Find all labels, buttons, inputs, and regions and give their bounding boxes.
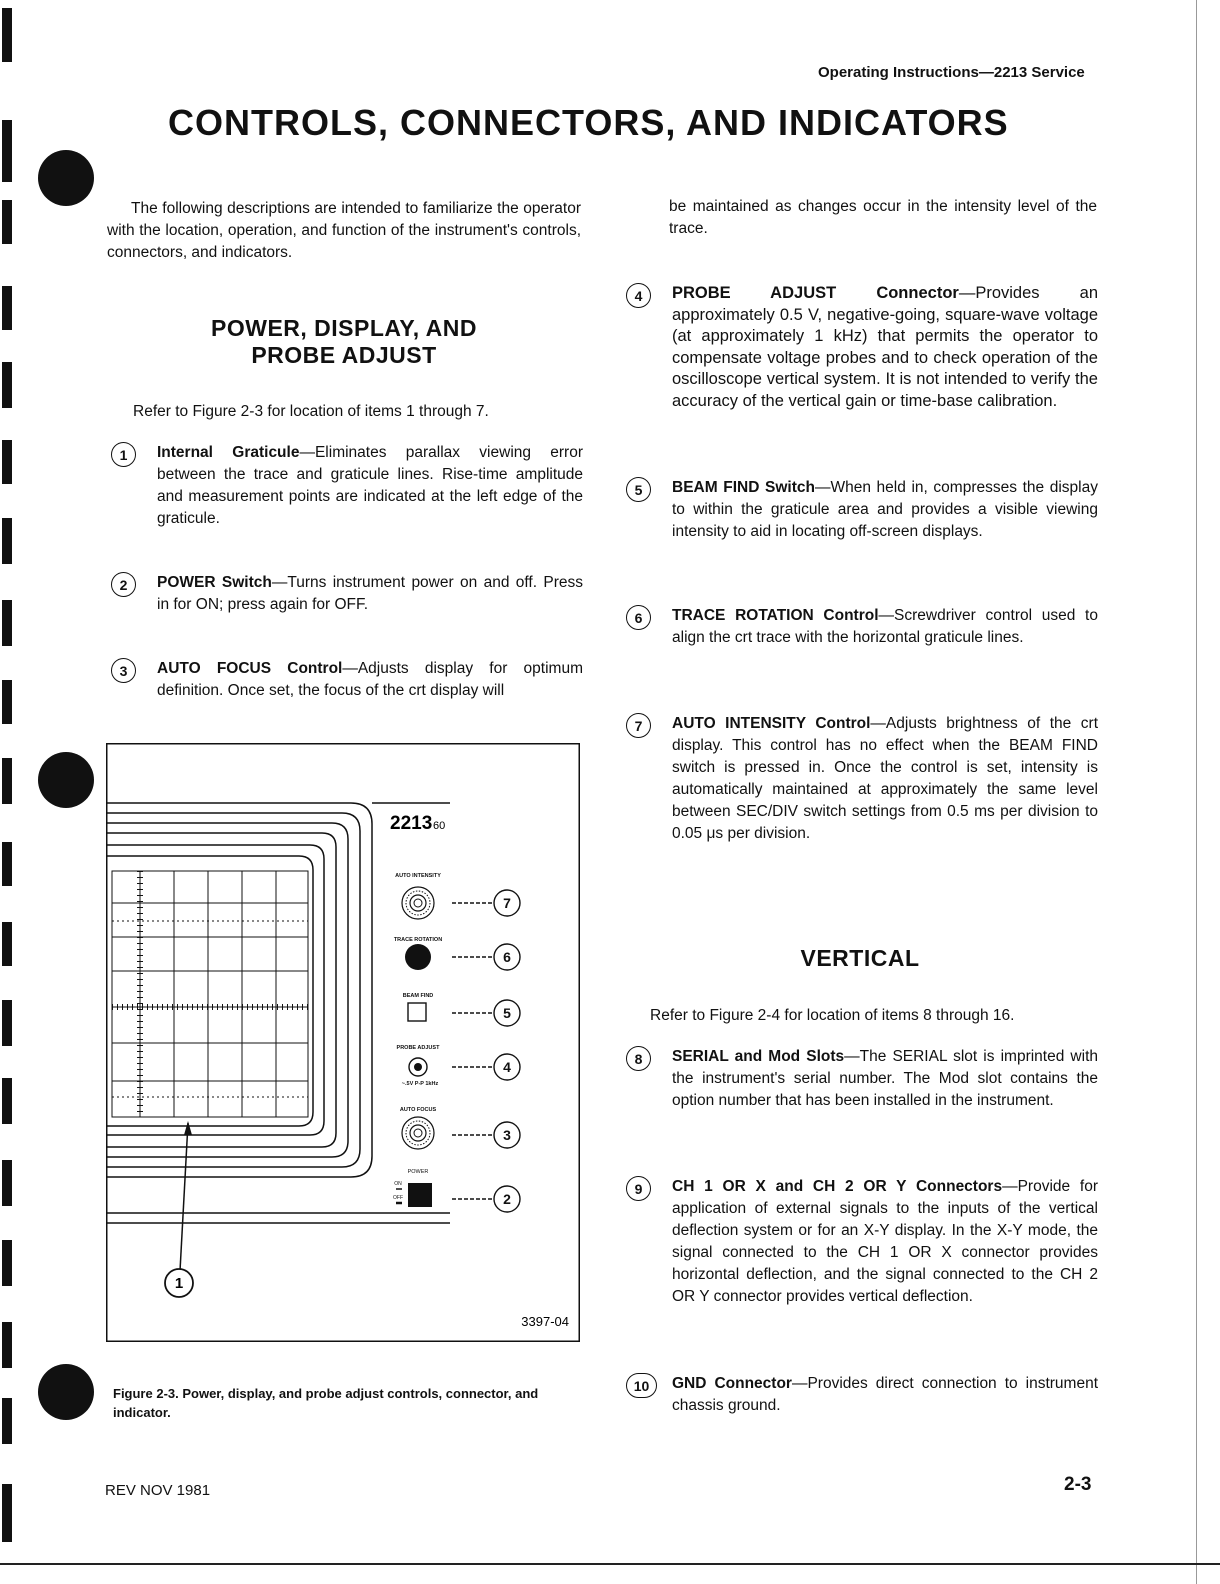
intro-continued: be maintained as changes occur in the intensity level of the trace.: [669, 198, 1097, 237]
figure-number: 3397-04: [521, 1314, 569, 1329]
item-name: TRACE ROTATION Control: [672, 607, 879, 624]
item-text: —The SERIAL slot is imprinted with the instrument's serial number. The Mod slot contains the option number that has been installed in the instrument.: [672, 1048, 1098, 1109]
item-text: —Adjusts display for optimum definition. Once set, the focus of the crt display will: [157, 660, 583, 699]
item-name: BEAM FIND Switch: [672, 479, 815, 496]
page-title: CONTROLS, CONNECTORS, AND INDICATORS: [168, 102, 1009, 143]
item-number: 8: [626, 1046, 651, 1071]
binder-mark: [2, 1078, 12, 1124]
probe-adjust-connector: [409, 1058, 427, 1076]
power-switch: [408, 1183, 432, 1207]
punch-hole: [38, 1364, 94, 1420]
label-auto-focus: AUTO FOCUS: [399, 1107, 437, 1113]
binder-mark: [2, 1160, 12, 1206]
item-text: —Eliminates parallax viewing error between the trace and graticule lines. Rise-time amplitude and measurement points are indicated at the left edge of the graticule.: [157, 444, 584, 527]
section-heading-power: [130, 315, 558, 369]
binder-mark: [2, 362, 12, 408]
item-number: 10: [626, 1373, 657, 1398]
binder-mark: [2, 1484, 12, 1542]
section-heading-vertical: VERTICAL: [800, 945, 920, 971]
page-edge-line: [1196, 0, 1197, 1584]
figure-caption: Figure 2-3. Power, display, and probe adjust controls, connector, and indicator.: [113, 1386, 539, 1420]
callout-6: 6: [503, 949, 511, 965]
item-number: 7: [626, 713, 651, 738]
label-on: ON: [394, 1181, 402, 1187]
item-name: AUTO INTENSITY Control: [672, 715, 871, 732]
binder-mark: [2, 1240, 12, 1286]
binder-mark: [2, 922, 12, 966]
item-name: Internal Graticule: [157, 444, 300, 461]
item-text: —Provides an approximately 0.5 V, negative-going, square-wave voltage (at approximately 1 kHz) that permits the operator to compensate voltage probes and to check operation of the oscilloscope vertical system. It is not intended to verify the accuracy of the vertical gain or time-base calibration.: [672, 284, 1098, 410]
punch-hole: [38, 752, 94, 808]
callout-1: 1: [174, 1275, 184, 1292]
auto-intensity-knob: [402, 887, 434, 919]
trace-rotation-control: [405, 944, 431, 970]
item-number: 2: [111, 572, 136, 597]
item-number: 4: [626, 283, 651, 308]
page-number: 2-3: [1064, 1474, 1092, 1495]
item-text: —Turns instrument power on and off. Press in for ON; press again for OFF.: [157, 574, 583, 613]
item-text: —Provides direct connection to instrument chassis ground.: [672, 1375, 1098, 1414]
item-name: PROBE ADJUST Connector: [672, 284, 959, 302]
heading-line: POWER, DISPLAY, AND: [211, 315, 477, 341]
binder-mark: [2, 680, 12, 724]
item-text: —Screwdriver control used to align the crt trace with the horizontal graticule lines.: [672, 607, 1098, 646]
heading-line: PROBE ADJUST: [251, 342, 437, 368]
binder-mark: [2, 1322, 12, 1368]
item-number: 3: [111, 658, 136, 683]
binder-mark: [2, 518, 12, 564]
label-power: POWER: [407, 1169, 429, 1175]
item-text: —Adjusts brightness of the crt display. This control has no effect when the BEAM FIND switch is pressed in. Once the control is set, intensity is automatically maintained at approximately the same level between SEC/DIV switch settings from 0.5 ms per division to 0.05 μs per division.: [672, 715, 1098, 842]
callout-4: 4: [503, 1059, 511, 1075]
item-name: AUTO FOCUS Control: [157, 660, 343, 677]
label-off: OFF: [393, 1195, 403, 1201]
item-name: GND Connector: [672, 1375, 792, 1392]
intro-paragraph: The following descriptions are intended to familiarize the operator with the location, operation, and function of the instrument's controls, connectors, and indicators.: [107, 200, 581, 261]
item-name: SERIAL and Mod Slots: [672, 1048, 845, 1065]
callout-7: 7: [503, 895, 511, 911]
punch-hole: [38, 150, 94, 206]
item-number: 9: [626, 1176, 651, 1201]
label-beam-find: BEAM FIND: [402, 993, 434, 999]
label-trace-rotation: TRACE ROTATION: [393, 937, 443, 943]
binder-mark: [2, 120, 12, 182]
beam-find-switch: [408, 1003, 426, 1021]
page-bottom-line: [0, 1563, 1220, 1565]
binder-mark: [2, 758, 12, 804]
callout-3: 3: [503, 1127, 511, 1143]
footer-revision: REV NOV 1981: [105, 1482, 211, 1499]
model-label: 2213: [390, 813, 433, 834]
label-probe-spec: ~.5V P-P 1kHz: [401, 1081, 439, 1087]
binder-mark: [2, 1000, 12, 1046]
model-suffix: 60: [433, 820, 446, 832]
callout-5: 5: [503, 1005, 511, 1021]
item-text: —Provide for application of external signals to the inputs of the vertical deflection system or for an X-Y display. In the X-Y mode, the signal connected to the CH 1 OR X connector provides horizontal deflection, and the signal connected to the CH 2 OR Y connector provides vertical deflection.: [672, 1178, 1098, 1305]
item-number: 1: [111, 442, 136, 467]
binder-mark: [2, 600, 12, 646]
item-number: 6: [626, 605, 651, 630]
refer-figure-2-4: Refer to Figure 2-4 for location of items 8 through 16.: [650, 1007, 1015, 1024]
binder-mark: [2, 842, 12, 886]
item-text: —When held in, compresses the display to within the graticule area and provides a visible viewing intensity to aid in locating off-screen displays.: [672, 479, 1098, 540]
binder-mark: [2, 440, 12, 484]
binder-mark: [2, 200, 12, 244]
binder-mark: [2, 8, 12, 62]
label-probe-adjust: PROBE ADJUST: [396, 1045, 440, 1051]
figure-2-3: [106, 743, 580, 1343]
item-name: CH 1 OR X and CH 2 OR Y Connectors: [672, 1178, 1003, 1195]
item-number: 5: [626, 477, 651, 502]
binder-mark: [2, 286, 12, 330]
running-head: Operating Instructions—2213 Service: [818, 64, 1085, 81]
refer-figure-2-3: Refer to Figure 2-3 for location of items 1 through 7.: [133, 403, 489, 420]
label-auto-intensity: AUTO INTENSITY: [395, 873, 441, 879]
auto-focus-knob: [402, 1117, 434, 1149]
binder-mark: [2, 1398, 12, 1444]
callout-2: 2: [503, 1191, 511, 1207]
item-name: POWER Switch: [157, 574, 272, 591]
